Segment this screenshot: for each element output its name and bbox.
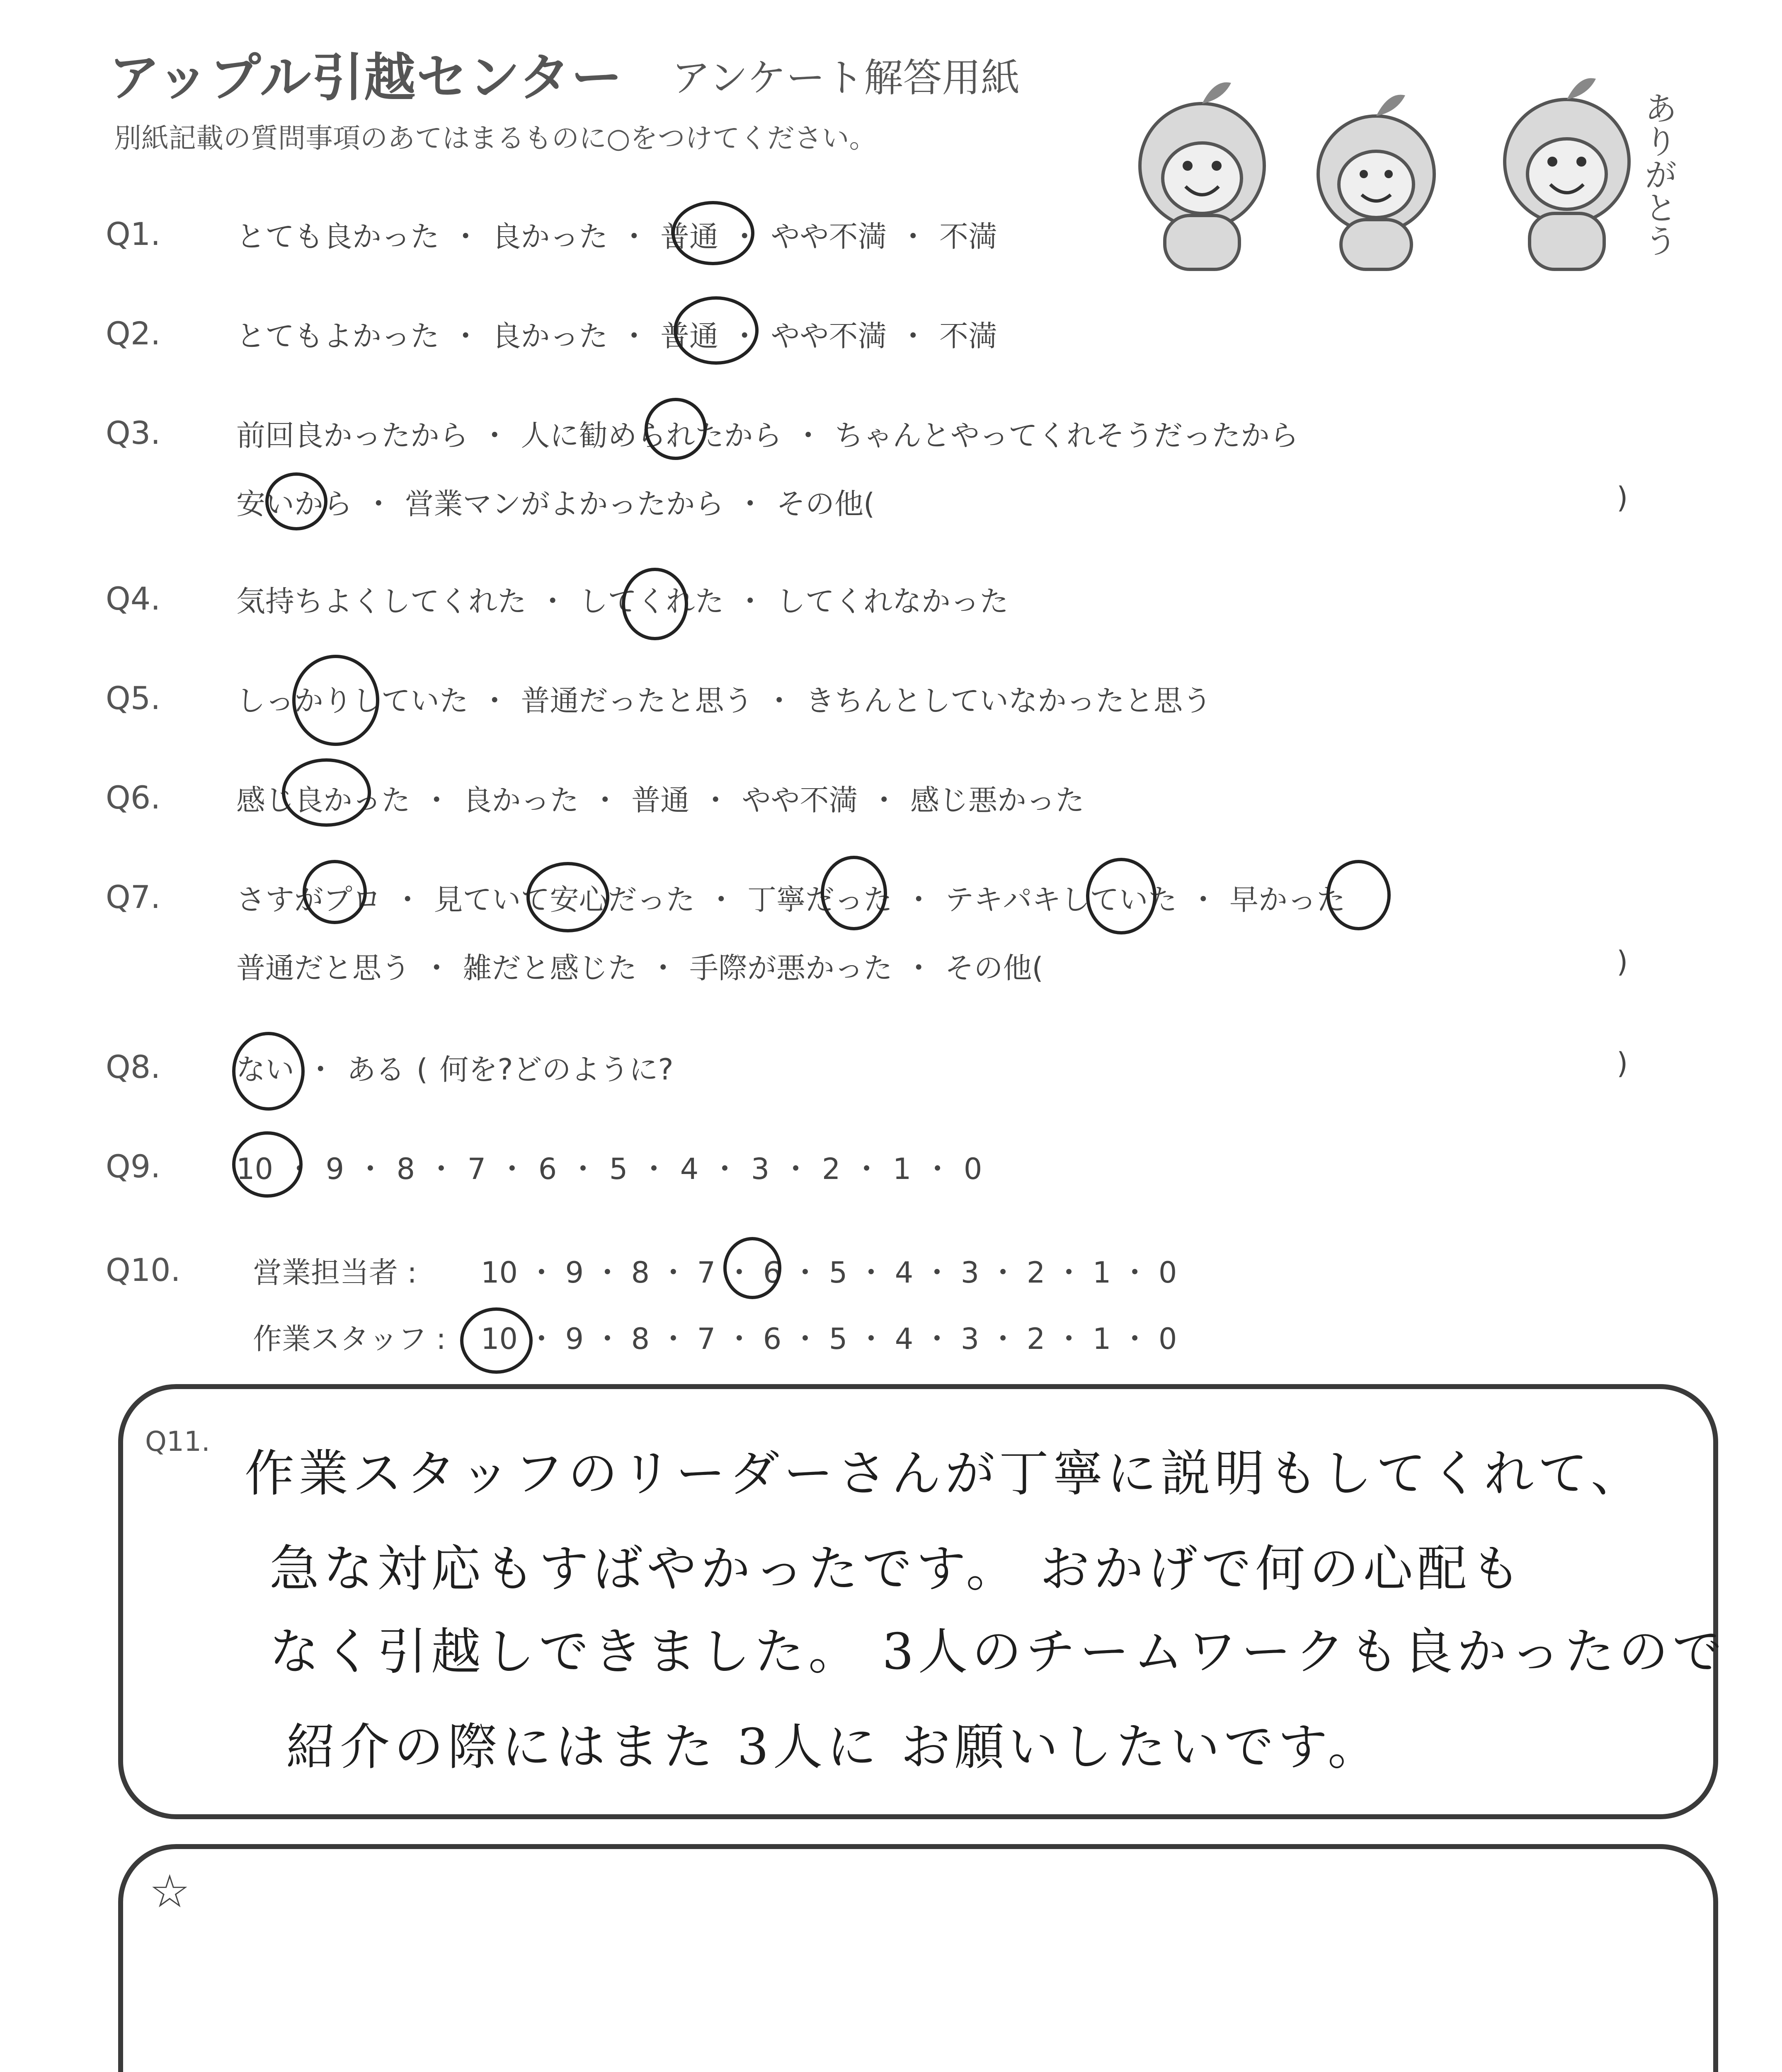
q2-label: Q2.: [106, 315, 161, 352]
q11-handwritten-line-1: 作業スタッフのリーダーさんが丁寧に説明もしてくれて、: [245, 1445, 1645, 1503]
q11-label: Q11.: [145, 1426, 210, 1457]
q7-close-paren: ): [1617, 945, 1628, 979]
q5-answer-circle: [292, 655, 379, 746]
q8-options: ない ・ ある ( 何を?どのように?: [236, 1053, 674, 1087]
q11-handwritten-line-3: なく引越しできました。 3人のチームワークも良かったので: [269, 1623, 1726, 1681]
q10-sales-label: 営業担当者 :: [253, 1256, 417, 1290]
q3-answer-circle-1: [645, 398, 707, 460]
form-subtitle: アンケート解答用紙: [672, 56, 1020, 101]
q8-label: Q8.: [106, 1048, 161, 1085]
q10-staff-answer-circle: [460, 1307, 533, 1374]
q9-label: Q9.: [106, 1148, 161, 1185]
q6-options: 感じ良かった ・ 良かった ・ 普通 ・ やや不満 ・ 感じ悪かった: [236, 783, 1085, 817]
q8-close-paren: ): [1617, 1046, 1628, 1080]
q10-sales-scale: 10 ・ 9 ・ 8 ・ 7 ・ 6 ・ 5 ・ 4 ・ 3 ・ 2 ・ 1 ・ 0: [481, 1256, 1177, 1290]
q7-answer-circle-1: [303, 860, 367, 924]
q10-staff-scale: 10 ・ 9 ・ 8 ・ 7 ・ 6 ・ 5 ・ 4 ・ 3 ・ 2 ・ 1 ・ 0: [481, 1322, 1177, 1356]
q10-staff-label: 作業スタッフ :: [253, 1322, 446, 1356]
instruction-text: 別紙記載の質問事項のあてはまるものに○をつけてください。: [114, 122, 877, 154]
q4-options: 気持ちよくしてくれた ・ してくれた ・ してくれなかった: [236, 584, 1009, 618]
notes-box: [118, 1844, 1718, 2072]
mascot-caption: ありがとう: [1639, 91, 1678, 257]
q7-options-line2: 普通だと思う ・ 雑だと感じた ・ 手際が悪かった ・ その他(: [236, 951, 1043, 985]
q8-answer-circle: [232, 1032, 305, 1111]
q7-answer-circle-3: [821, 856, 887, 930]
q6-label: Q6.: [106, 779, 161, 816]
q3-answer-circle-2: [265, 472, 327, 530]
star-icon: ☆: [149, 1865, 190, 1918]
q2-answer-circle: [674, 296, 759, 365]
q6-answer-circle: [282, 758, 371, 827]
q5-options: しっかりしていた ・ 普通だったと思う ・ きちんとしていなかったと思う: [236, 684, 1212, 718]
q11-handwritten-line-4: 紹介の際にはまた 3人に お願いしたいです。: [286, 1719, 1382, 1776]
q9-answer-circle: [232, 1131, 303, 1198]
company-title: アップル引越センター: [109, 48, 623, 108]
q7-answer-circle-2: [526, 862, 609, 932]
q10-sales-answer-circle: [723, 1237, 781, 1299]
q9-options: 10 ・ 9 ・ 8 ・ 7 ・ 6 ・ 5 ・ 4 ・ 3 ・ 2 ・ 1 ・ 0: [236, 1152, 982, 1186]
q3-options-line1: 前回良かったから ・ 人に勧められたから ・ ちゃんとやってくれそうだったから: [236, 419, 1299, 453]
q7-label: Q7.: [106, 879, 161, 915]
q4-label: Q4.: [106, 580, 161, 617]
q10-label: Q10.: [106, 1251, 181, 1288]
q1-answer-circle: [672, 201, 754, 265]
monkey-mascot-illustration: [1119, 41, 1700, 274]
q5-label: Q5.: [106, 680, 161, 716]
q1-label: Q1.: [106, 215, 161, 252]
q2-options: とてもよかった ・ 良かった ・ 普通 ・ やや不満 ・ 不満: [236, 319, 998, 353]
q7-answer-circle-4: [1086, 858, 1156, 934]
q1-options: とても良かった ・ 良かった ・ 普通 ・ やや不満 ・ 不満: [236, 220, 998, 254]
q3-label: Q3.: [106, 414, 161, 451]
q3-options-line2: 安いから ・ 営業マンがよかったから ・ その他(: [236, 487, 875, 521]
q4-answer-circle: [622, 568, 688, 640]
q11-handwritten-line-2: 急な対応もすばやかったです。 おかげで何の心配も: [269, 1540, 1525, 1598]
q7-answer-circle-5: [1326, 860, 1391, 930]
q3-close-paren: ): [1617, 481, 1628, 515]
q7-options-line1: さすがプロ ・ 見ていて安心だった ・ 丁寧だった ・ テキパキしていた ・ 早かった: [236, 883, 1346, 917]
